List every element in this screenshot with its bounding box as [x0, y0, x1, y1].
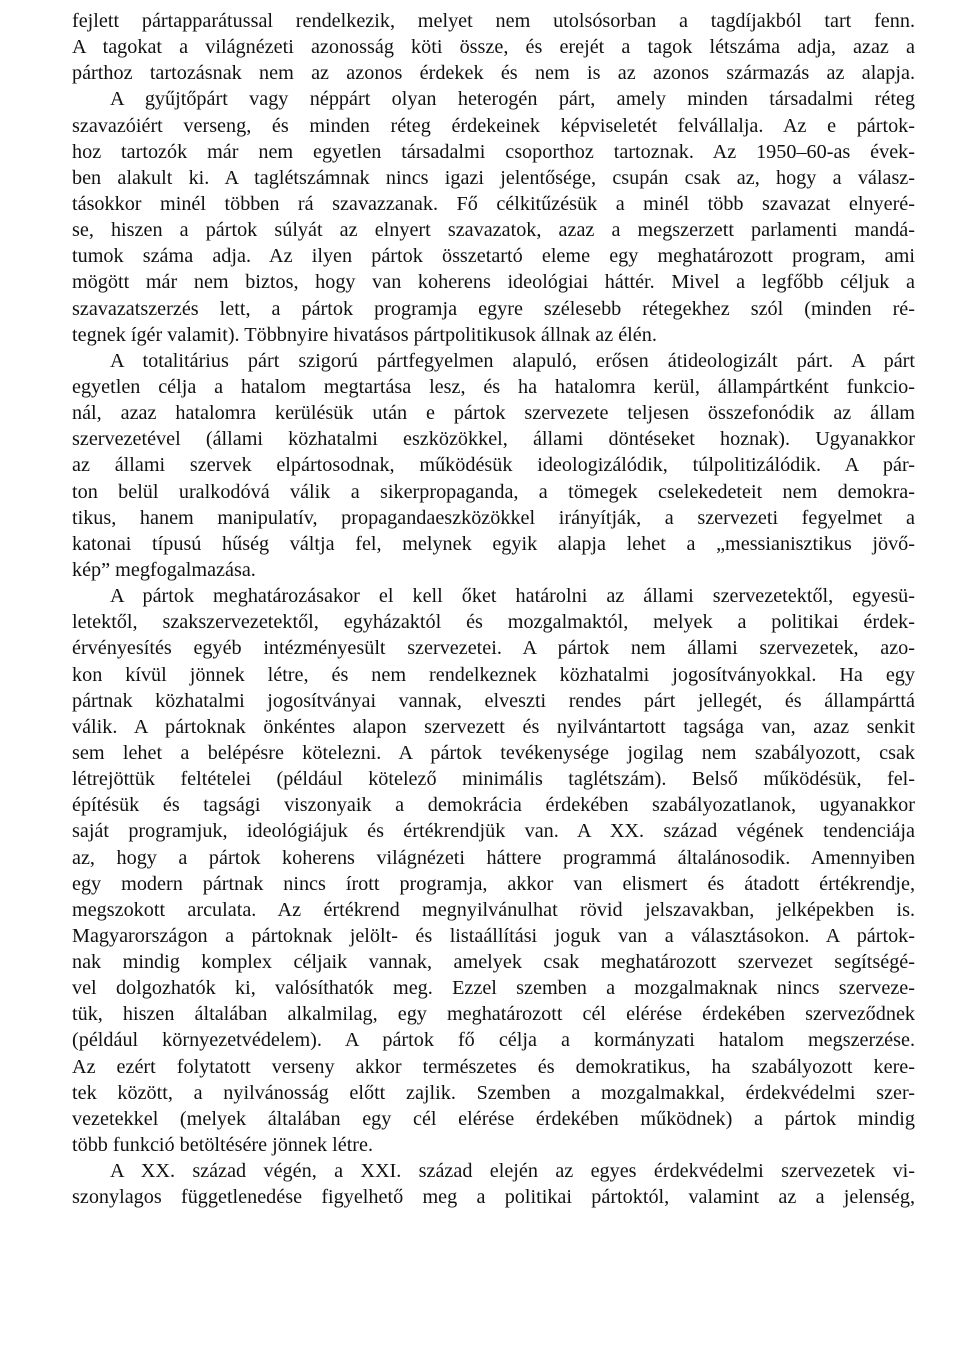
text-line: ton belül uralkodóvá válik a sikerpropaganda, a tömegek cselekedeteit nem demokra-: [72, 480, 915, 503]
text-line: se, hiszen a pártok súlyát az elnyert szavazatok, azaz a megszerzett parlamenti mandá-: [72, 219, 915, 242]
document-page: [72, 8, 915, 1210]
text-line: párthoz tartozásnak nem az azonos érdekek és nem is az azonos származás az alapja.: [72, 62, 915, 85]
text-line: az állami szervek elpártosodnak, működésük ideologizálódik, túlpolitizálódik. A pár-: [72, 454, 915, 477]
text-line: szonylagos függetlenedése figyelhető meg a politikai pártoktól, valamint az a jelenség,: [72, 1186, 915, 1209]
text-line: létrejöttük feltételei (például kötelező minimális taglétszám). Belső működésük, fel-: [72, 768, 915, 791]
text-line: tek között, a nyilvánosság előtt zajlik. Szemben a mozgalmakkal, érdekvédelmi szer-: [72, 1081, 915, 1104]
text-line: nál, azaz hatalomra kerülésük után e pártok szervezete teljesen összefonódik az állam: [72, 402, 915, 425]
paragraph-end-line: több funkció betöltésére jönnek létre.: [72, 1134, 374, 1157]
text-line: letektől, szakszervezetektől, egyházaktól és mozgalmaktól, melyek a politikai érdek-: [72, 611, 915, 634]
text-line: érvényesítés egyéb intézményesült szervezetei. A pártok nem állami szervezetek, azo-: [72, 637, 915, 660]
text-line: építésük és tagsági viszonyaik a demokrácia érdekében szabályozatlanok, ugyanakkor: [72, 794, 915, 817]
text-line: pártnak közhatalmi jogosítványai vannak, elveszti rendes párt jellegét, és állampárttá: [72, 689, 915, 712]
text-line: tásokkor minél többen rá szavazzanak. Fő célkitűzésük a minél több szavazat elnyeré-: [72, 192, 915, 215]
text-line: Az ezért folytatott verseny akkor természetes és demokratikus, ha szabályozott kere-: [72, 1055, 915, 1078]
text-line: katonai típusú hűség váltja fel, melynek egyik alapja lehet a „messianisztikus jövő-: [72, 532, 915, 555]
text-line: ben alakult ki. A taglétszámnak nincs igazi jelentősége, csupán csak az, hogy a válasz-: [72, 166, 915, 189]
text-line: A tagokat a világnézeti azonosság köti össze, és erejét a tagok létszáma adja, azaz a: [72, 36, 915, 59]
text-line: saját programjuk, ideológiájuk és értékrendjük van. A XX. század végének tendenciája: [72, 820, 915, 843]
text-line: megszokott arculata. Az értékrend megnyilvánulhat rövid jelszavakban, jelképekben is.: [72, 898, 915, 921]
paragraph-start-line: A XX. század végén, a XXI. század elején az egyes érdekvédelmi szervezetek vi-: [110, 1160, 915, 1183]
paragraph-end-line: kép” megfogalmazása.: [72, 558, 256, 581]
text-line: hoz tartozók már nem egyetlen társadalmi csoporthoz tartoznak. Az 1950–60-as évek-: [72, 140, 915, 163]
text-line: vezetekkel (melyek általában egy cél elérése érdekében működnek) a pártok mindig: [72, 1107, 915, 1130]
text-line: mögött már nem biztos, hogy van koherens ideológiai háttér. Mivel a legfőbb céljuk a: [72, 271, 915, 294]
text-line: Magyarországon a pártoknak jelölt- és listaállítási joguk van a választásokon. A pártok-: [72, 924, 915, 947]
text-line: tük, hiszen általában alkalmilag, egy meghatározott cél elérése érdekében szerveződnek: [72, 1003, 915, 1026]
text-line: vel dolgozhatók ki, valósíthatók meg. Ezzel szemben a mozgalmaknak nincs szerveze-: [72, 977, 915, 1000]
paragraph-start-line: A gyűjtőpárt vagy néppárt olyan heterogén párt, amely minden társadalmi réteg: [110, 88, 915, 111]
text-line: szervezetével (állami közhatalmi eszközökkel, állami döntéseket hoznak). Ugyanakkor: [72, 428, 915, 451]
text-line: az, hogy a pártok koherens világnézeti háttere programmá általánosodik. Amennyiben: [72, 846, 915, 869]
text-line: egyetlen célja a hatalom megtartása lesz, és ha hatalomra kerül, állampártként funkcio-: [72, 375, 915, 398]
text-line: tikus, hanem manipulatív, propagandaeszközökkel irányítják, a szervezeti fegyelmet a: [72, 506, 915, 529]
text-line: szavazatszerzés lett, a pártok programja egyre szélesebb rétegekhez szól (minden ré-: [72, 297, 915, 320]
text-line: egy modern pártnak nincs írott programja, akkor van elismert és átadott értékrendje,: [72, 872, 915, 895]
paragraph-start-line: A pártok meghatározásakor el kell őket határolni az állami szervezetektől, egyesü-: [110, 585, 915, 608]
paragraph-end-line: tegnek ígér valamit). Többnyire hivatásos pártpolitikusok állnak az élén.: [72, 323, 657, 346]
text-line: válik. A pártoknak önkéntes alapon szervezett és nyilvántartott tagsága van, azaz senkit: [72, 715, 915, 738]
text-line: nak mindig komplex céljaik vannak, amelyek csak meghatározott szervezet segítségé-: [72, 951, 915, 974]
text-line: szavazóiért verseng, és minden réteg érdekeinek képviseletét felvállalja. Az e pártok-: [72, 114, 915, 137]
text-line: kon kívül jönnek létre, és nem rendelkeznek közhatalmi jogosítványokkal. Ha egy: [72, 663, 915, 686]
text-line: sem lehet a belépésre kötelezni. A pártok tevékenysége jogilag nem szabályozott, csak: [72, 741, 915, 764]
text-line: tumok száma adja. Az ilyen pártok összetartó eleme egy meghatározott program, ami: [72, 245, 915, 268]
text-line: (például környezetvédelem). A pártok fő célja a kormányzati hatalom megszerzése.: [72, 1029, 915, 1052]
text-line: fejlett pártapparátussal rendelkezik, melyet nem utolsósorban a tagdíjakból tart fenn.: [72, 10, 915, 32]
paragraph-start-line: A totalitárius párt szigorú pártfegyelmen alapuló, erősen átideologizált párt. A párt: [110, 349, 915, 372]
